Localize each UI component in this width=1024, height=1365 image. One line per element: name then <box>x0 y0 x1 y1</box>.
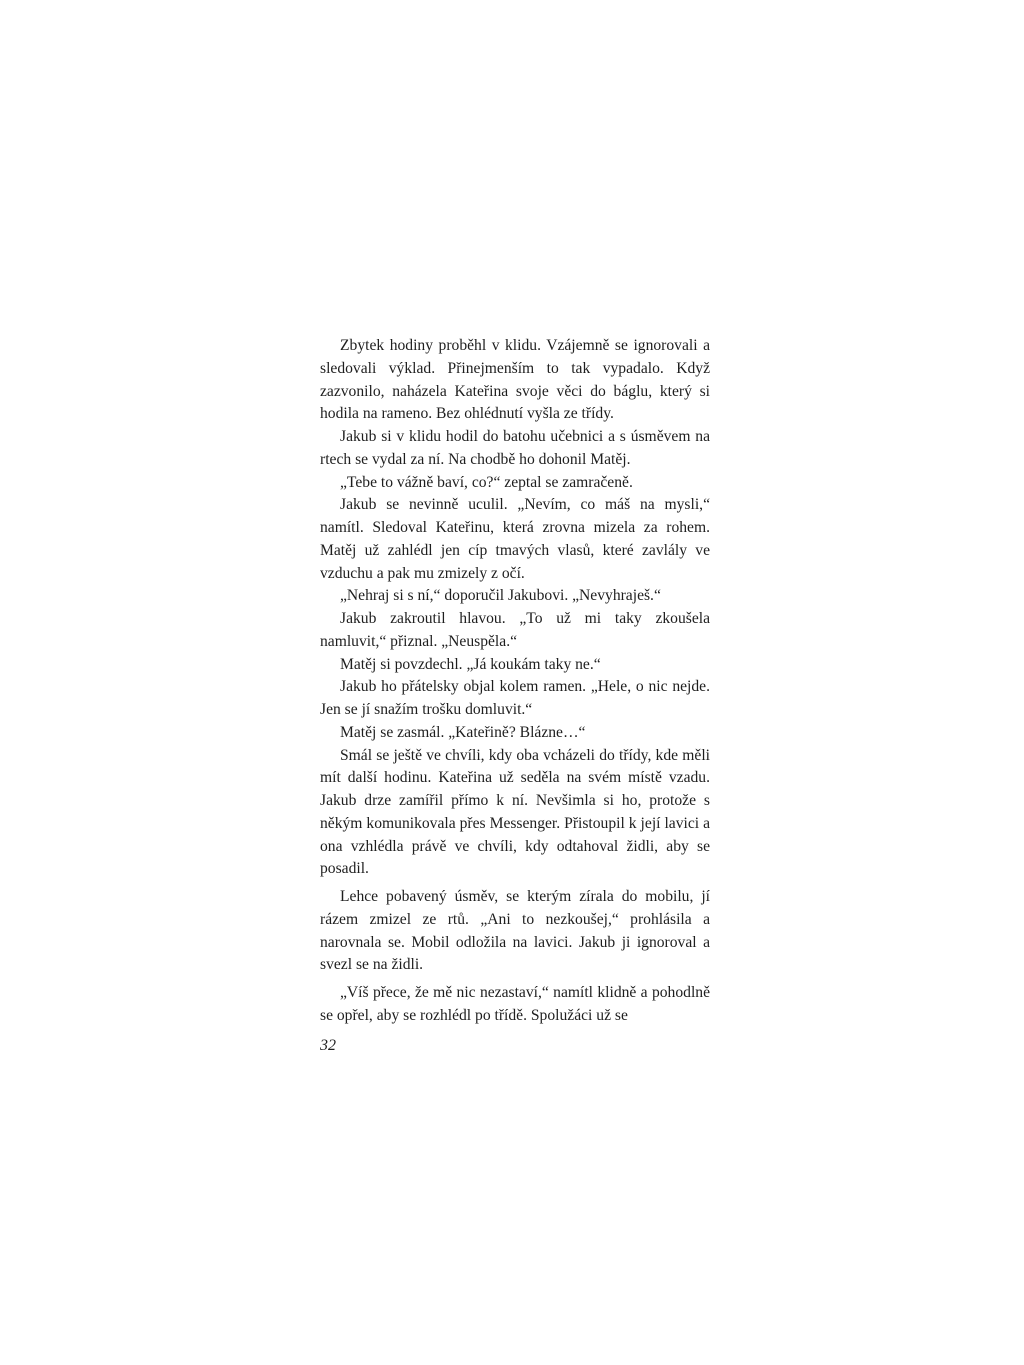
page-number: 32 <box>320 1037 336 1054</box>
paragraph: Jakub se nevinně uculil. „Nevím, co máš na mysli,“ namítl. Sledoval Kateřinu, která zrovna mizela za rohem. Matěj už zahlédl jen cíp tmavých vlasů, které zavlály ve vzduchu a pak mu zmizely z očí. <box>320 496 710 582</box>
paragraph: Jakub si v klidu hodil do batohu učebnici a s úsměvem na rtech se vydal za ní. Na chodbě ho dohonil Matěj. <box>320 428 710 468</box>
paragraph: Smál se ještě ve chvíli, kdy oba vcházeli do třídy, kde měli mít další hodinu. Kateřina už seděla na svém místě vzadu. Jakub drze zamířil přímo k ní. Nevšimla si ho, protože s někým komunikovala přes Messenger. Přistoupil k její lavici a ona vzhlédla právě ve chvíli, kdy odtahoval židli, aby se posadil. <box>320 746 710 878</box>
paragraph: „Víš přece, že mě nic nezastaví,“ namítl klidně a pohodlně se opřel, aby se rozhlédl po třídě. Spolužáci už se <box>320 984 710 1024</box>
paragraph: Jakub zakroutil hlavou. „To už mi taky zkoušela namluvit,“ přiznal. „Neuspěla.“ <box>320 610 710 650</box>
body-text <box>320 335 710 1028</box>
paragraph: Matěj se zasmál. „Kateřině? Blázne…“ <box>340 723 586 741</box>
paragraph: „Nehraj si s ní,“ doporučil Jakubovi. „Nevyhraješ.“ <box>340 587 661 605</box>
paragraph: Zbytek hodiny proběhl v klidu. Vzájemně se ignorovali a sledovali výklad. Přinejmenším to tak vypadalo. Když zazvonilo, naházela Kateřina svoje věci do báglu, který si hodila na rameno. Bez ohlédnutí vyšla ze třídy. <box>320 337 710 423</box>
paragraph: Matěj si povzdechl. „Já koukám taky ne.“ <box>340 655 601 673</box>
paragraph: Jakub ho přátelsky objal kolem ramen. „Hele, o nic nejde. Jen se jí snažím trošku domluvit.“ <box>320 678 710 718</box>
paragraph: „Tebe to vážně baví, co?“ zeptal se zamračeně. <box>340 473 633 491</box>
paragraph: Lehce pobavený úsměv, se kterým zírala do mobilu, jí rázem zmizel ze rtů. „Ani to nezkoušej,“ prohlásila a narovnala se. Mobil odložila na lavici. Jakub ji ignoroval a svezl se na židli. <box>320 888 710 974</box>
